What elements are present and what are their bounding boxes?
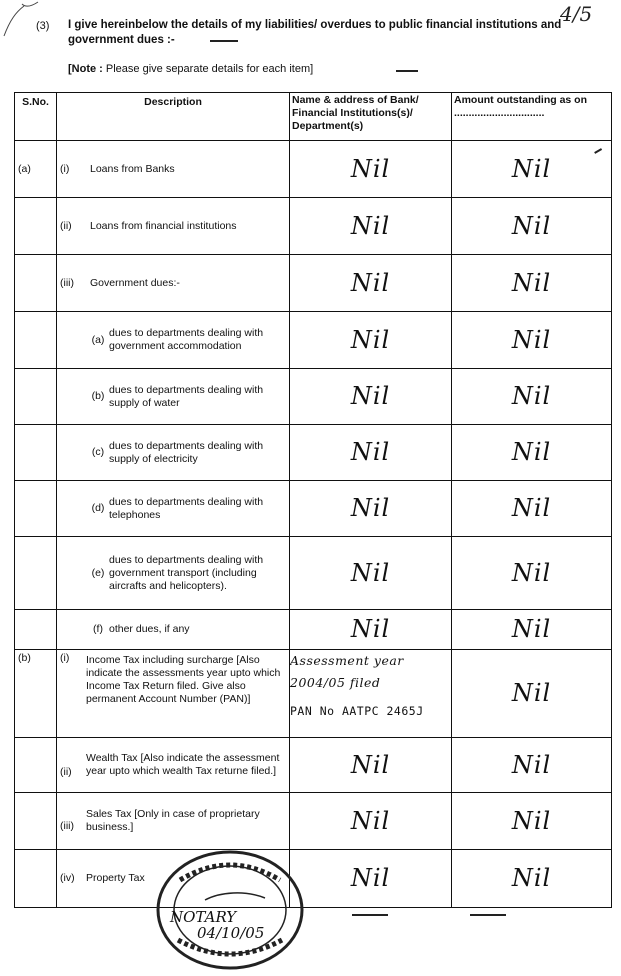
section-note bbox=[68, 63, 313, 75]
sno-empty bbox=[15, 425, 57, 481]
note-label: [Note : bbox=[68, 63, 103, 75]
row-description bbox=[57, 610, 290, 650]
row-text: Loans from Banks bbox=[90, 162, 175, 175]
income-tax-details bbox=[290, 650, 452, 738]
group-label-a: (a) bbox=[15, 141, 57, 198]
notary-stamp bbox=[150, 840, 310, 970]
table-row bbox=[15, 255, 612, 312]
sno-empty bbox=[15, 198, 57, 255]
sno-empty bbox=[15, 481, 57, 537]
table-row bbox=[15, 738, 612, 793]
sno-empty bbox=[15, 312, 57, 369]
row-text: dues to departments dealing with supply of water bbox=[109, 383, 264, 409]
row-description bbox=[57, 537, 290, 610]
row-text: dues to departments dealing with supply of electricity bbox=[109, 439, 264, 465]
page-number: 4/5 bbox=[560, 2, 593, 26]
handwritten-name: Nil bbox=[290, 425, 452, 481]
handwritten-amount: Nil bbox=[452, 198, 612, 255]
handwritten-amount: Nil bbox=[452, 738, 612, 793]
handwritten-name: Nil bbox=[290, 481, 452, 537]
row-text: Property Tax bbox=[86, 872, 145, 884]
handwritten-amount: Nil bbox=[452, 369, 612, 425]
handwritten-name: Nil bbox=[290, 793, 452, 850]
row-roman: (iii) bbox=[60, 819, 74, 832]
row-roman: (ii) bbox=[60, 219, 72, 232]
handwritten-amount: Nil bbox=[452, 537, 612, 610]
sno-empty bbox=[15, 850, 57, 908]
table-row bbox=[15, 481, 612, 537]
bottom-dash bbox=[470, 914, 506, 916]
bottom-dash bbox=[352, 914, 388, 916]
table-row bbox=[15, 141, 612, 198]
assessment-year-label: Assessment year bbox=[290, 653, 404, 668]
table-row bbox=[15, 369, 612, 425]
handwritten-name: Nil bbox=[290, 255, 452, 312]
note-text: Please give separate details for each item] bbox=[105, 63, 314, 75]
row-description bbox=[57, 738, 290, 793]
sno-empty bbox=[15, 369, 57, 425]
section-number: (3) bbox=[36, 20, 50, 32]
row-description bbox=[57, 425, 290, 481]
handwritten-amount: Nil bbox=[452, 425, 612, 481]
note-dash bbox=[396, 70, 418, 72]
row-description bbox=[57, 198, 290, 255]
handwritten-name: Nil bbox=[290, 312, 452, 369]
row-roman: (iii) bbox=[60, 276, 74, 289]
row-roman: (i) bbox=[60, 652, 70, 664]
row-text: dues to departments dealing with government transport (including aircrafts and helicopters). bbox=[109, 553, 264, 592]
table-row bbox=[15, 793, 612, 850]
row-roman: (ii) bbox=[60, 765, 72, 778]
table-row bbox=[15, 537, 612, 610]
handwritten-amount: Nil bbox=[452, 481, 612, 537]
handwritten-name: Nil bbox=[290, 369, 452, 425]
sno-empty bbox=[15, 537, 57, 610]
row-text: Sales Tax [Only in case of proprietary business.] bbox=[86, 808, 260, 833]
handwritten-amount: Nil bbox=[452, 141, 612, 198]
header-amount: Amount outstanding as on ............................... bbox=[452, 93, 612, 141]
row-text: dues to departments dealing with telephones bbox=[109, 495, 264, 521]
row-sub-letter: (c) bbox=[91, 446, 105, 458]
section-heading: I give hereinbelow the details of my liabilities/ overdues to public financial institutions and government dues :- bbox=[68, 19, 562, 46]
stamp-date: 04/10/05 bbox=[197, 924, 265, 942]
header-description: Description bbox=[57, 93, 290, 141]
row-text: Loans from financial institutions bbox=[90, 219, 237, 232]
header-name-address: Name & address of Bank/ Financial Institutions(s)/ Department(s) bbox=[290, 93, 452, 141]
sno-empty bbox=[15, 793, 57, 850]
handwritten-amount: Nil bbox=[452, 793, 612, 850]
row-description bbox=[57, 369, 290, 425]
table-row bbox=[15, 850, 612, 908]
table-row bbox=[15, 425, 612, 481]
row-text: dues to departments dealing with government accommodation bbox=[109, 327, 264, 352]
row-sub-letter: (b) bbox=[91, 390, 105, 402]
row-description bbox=[57, 255, 290, 312]
row-roman: (i) bbox=[60, 162, 70, 175]
row-sub-letter: (a) bbox=[91, 333, 105, 346]
stamp-notary-text: NOTARY bbox=[170, 908, 237, 926]
sno-empty bbox=[15, 610, 57, 650]
row-description bbox=[57, 650, 290, 738]
handwritten-name: Nil bbox=[290, 537, 452, 610]
row-sub-letter: (e) bbox=[91, 566, 105, 579]
pan-number: PAN No AATPC 2465J bbox=[290, 704, 424, 718]
sno-empty bbox=[15, 738, 57, 793]
row-text: Wealth Tax [Also indicate the assessment year upto which wealth Tax returne filed.] bbox=[86, 752, 280, 777]
row-description bbox=[57, 141, 290, 198]
table-row bbox=[15, 610, 612, 650]
row-sub-letter: (d) bbox=[91, 502, 105, 514]
sno-empty bbox=[15, 255, 57, 312]
assessment-year-value: 2004/05 filed bbox=[290, 675, 381, 690]
row-roman: (iv) bbox=[60, 872, 75, 884]
handwritten-name: Nil bbox=[290, 738, 452, 793]
underline-dash bbox=[210, 40, 238, 42]
table-row bbox=[15, 198, 612, 255]
group-label-b: (b) bbox=[15, 650, 57, 738]
table-header-row bbox=[15, 93, 612, 141]
row-text: other dues, if any bbox=[109, 623, 190, 635]
handwritten-name: Nil bbox=[290, 610, 452, 650]
row-sub-letter: (f) bbox=[93, 623, 103, 635]
handwritten-amount: Nil bbox=[452, 610, 612, 650]
handwritten-name: Nil bbox=[290, 141, 452, 198]
handwritten-amount: Nil bbox=[452, 650, 612, 738]
row-description bbox=[57, 312, 290, 369]
header-sno: S.No. bbox=[15, 93, 57, 141]
handwritten-amount: Nil bbox=[452, 312, 612, 369]
row-text: Government dues:- bbox=[90, 276, 180, 289]
table-row bbox=[15, 650, 612, 738]
handwritten-amount: Nil bbox=[452, 255, 612, 312]
handwritten-name: Nil bbox=[290, 850, 452, 908]
row-text: Income Tax including surcharge [Also indicate the assessments year upto which Income Tax Return filed. Give also permanent Account Number (PAN)] bbox=[86, 654, 281, 705]
handwritten-name: Nil bbox=[290, 198, 452, 255]
handwritten-amount: Nil bbox=[452, 850, 612, 908]
table-row bbox=[15, 312, 612, 369]
liabilities-table bbox=[14, 92, 612, 908]
row-description bbox=[57, 481, 290, 537]
